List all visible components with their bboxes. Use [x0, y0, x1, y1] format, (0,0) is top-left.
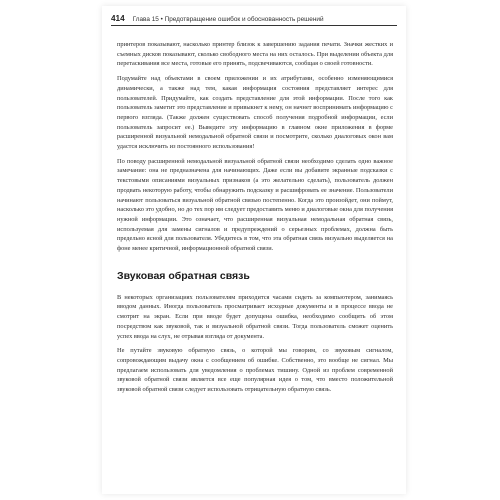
page-content: [117, 40, 393, 400]
paragraph-3: По поводу расширенной немодальной визуальной обратной связи необходимо сделать одно важное замечание: она не предназначена для начинающих. Даже если вы добавите экранные подсказки с текстовыми описаниями визуальных признаков (а это желательно сделать), пользователь должен продвать некоторую работу, чтобы обнаружить подсказку и расшифровать ее значение. Пользователи начинают пользоваться визуальной обратной связью постепенно. Когда это произойдет, они поймут, насколько это удобно, но до тех пор им следует предоставить меню и диалоговые окна для получения нужной информации. Это означает, что расширенная визуальная немодальная обратная связь, используемая для замены сигналов и предупреждений о серьезных проблемах, должна быть предельно ясной для пользователя. Убедитесь в том, что эта обратная связь визуально выделяется на фоне менее критичной, информационной обратной связи.: [117, 157, 393, 253]
section-heading: Звуковая обратная связь: [117, 269, 250, 282]
paragraph-5: Не путайте звуковую обратную связь, о которой мы говорим, со звуковым сигналом, сопровождающим выдачу окна с сообщением об ошибке. Собственно, это вообще не сигнал. Мы предлагаем использовать для уведомления о проблемах тишину. Одной из проблем современной звуковой обратной связи является все еще популярная идея о том, что вместо положительной звуковой обратной связи следует использовать отрицательную обратную связь.: [117, 347, 393, 394]
paragraph-2: Подумайте над объектами в своем приложении и их атрибутами, особенно изменяющимися динамически, а также над тем, какая информация состояния представляет интерес для пользователей. Придумайте, как создать представление для этой информации. После того как пользователь заметит это представление и привыкнет к нему, он начнет воспринимать информацию с первого взгляда. (Также должен существовать способ получения подробной информации, если пользователь запросит ее.) Выведите эту информацию в главном окне приложения в форме расширенной визуальной немодальной обратной связи и посмотрите, сколько диалоговых окон вам удастся исключить из постоянного использования!: [117, 75, 393, 151]
paragraph-4: В некоторых организациях пользователям приходится часами сидеть за компьютером, занимаясь вводом данных. Иногда пользователь просматривает исходные документы и в процессе ввода не смотрит на экран. Если при вводе будет допущена ошибка, необходимо сообщить об этом посредством как звуковой, так и визуальной обратной связи. Тогда пользователь сможет оценить успех ввода на слух, не отрывая взгляда от документа.: [117, 293, 393, 340]
chapter-running-title: Глава 15 • Предотвращение ошибок и обоснованность решений: [132, 16, 324, 23]
running-header: [111, 9, 397, 26]
page-number: 414: [111, 14, 125, 23]
paragraph-1: принтеров показывают, насколько принтер близок к завершению задания печати. Значки жестких и съемных дисков показывают, сколько свободного места на них осталось. При выделении объекта для перетаскивания все места, готовые его принять, подсвечиваются, сообщая о своей готовности.: [117, 41, 393, 68]
